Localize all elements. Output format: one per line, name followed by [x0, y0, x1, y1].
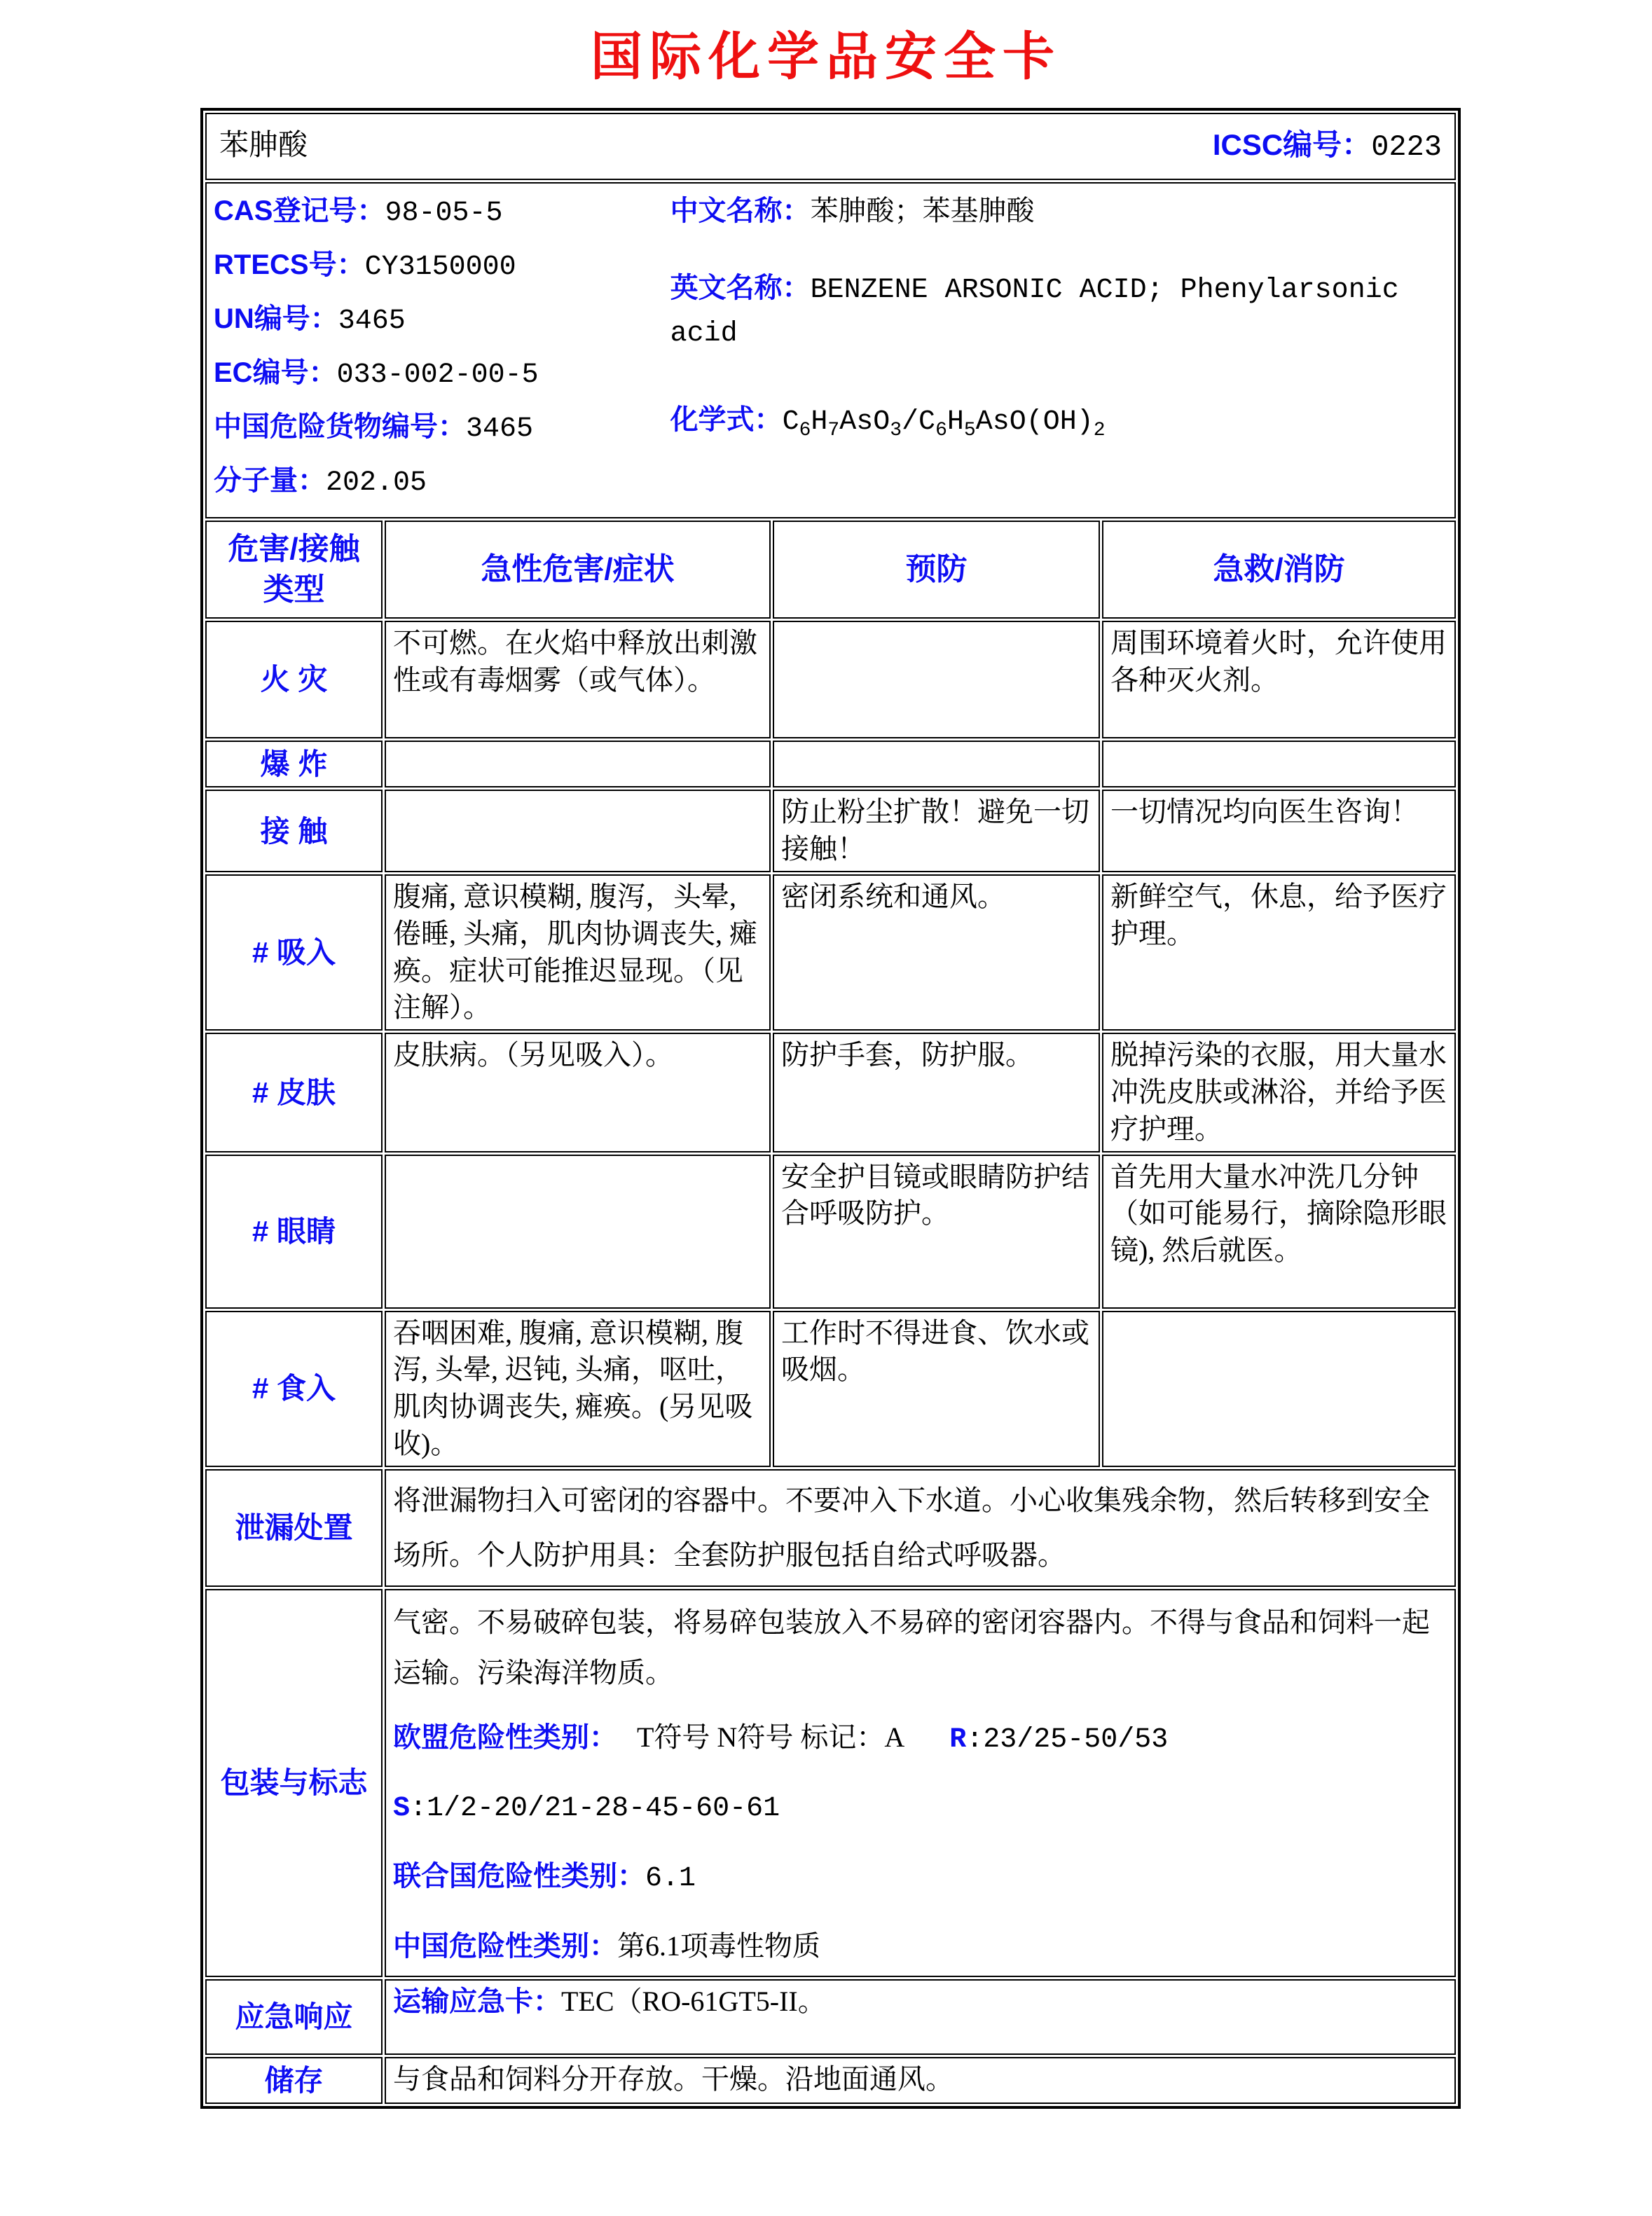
explosion-prevention [773, 741, 1100, 787]
un-number-value: 3465 [338, 305, 406, 337]
row-emergency-response [205, 1979, 1456, 2055]
fire-symptoms: 不可燃。在火焰中释放出刺激性或有毒烟雾（或气体）。 [385, 621, 771, 738]
page-title: 国际化学品安全卡 [591, 29, 1061, 86]
header-prevention: 预防 [773, 521, 1100, 619]
s-phrases-label: S [393, 1792, 411, 1824]
skin-symptoms: 皮肤病。（另见吸入）。 [385, 1033, 771, 1152]
eyes-prevention: 安全护目镜或眼睛防护结合呼吸防护。 [773, 1155, 1100, 1309]
rtecs-number-value: CY3150000 [364, 252, 516, 283]
eyes-symptoms [385, 1155, 771, 1309]
ingestion-prevention: 工作时不得进食、饮水或吸烟。 [773, 1311, 1100, 1467]
row-spill-disposal [205, 1469, 1456, 1587]
row-packaging-labelling [205, 1589, 1456, 1977]
english-name-label: 英文名称： [670, 273, 811, 303]
explosion-first-aid [1102, 741, 1456, 787]
icsc-number-label: ICSC编号： [1212, 128, 1372, 162]
row-explosion [205, 741, 1456, 787]
card-header-row [205, 113, 1456, 180]
cas-number-line [214, 191, 670, 234]
explosion-symptoms [385, 741, 771, 787]
skin-first-aid: 脱掉污染的衣服，用大量水冲洗皮肤或淋浴，并给予医疗护理。 [1102, 1033, 1456, 1152]
row-storage [205, 2057, 1456, 2104]
packaging-labelling-label: 包装与标志 [205, 1589, 383, 1977]
storage-label: 储存 [205, 2057, 383, 2104]
eyes-label: # 眼睛 [205, 1155, 383, 1309]
eu-hazard-class-line [393, 1712, 1447, 1766]
fire-first-aid: 周围环境着火时，允许使用各种灭火剂。 [1102, 621, 1456, 738]
china-hazard-class-value: 第6.1项毒性物质 [617, 1929, 820, 1962]
row-exposure [205, 790, 1456, 872]
ingestion-label: # 食入 [205, 1311, 383, 1467]
identification-columns [214, 186, 1447, 514]
header-first-aid: 急救/消防 [1102, 521, 1456, 619]
identification-left-column [214, 186, 670, 514]
rtecs-number-line [214, 245, 670, 288]
english-name-line [670, 268, 1447, 355]
un-hazard-class-label: 联合国危险性类别： [393, 1860, 645, 1892]
inhalation-symptoms: 腹痛, 意识模糊, 腹泻，头晕, 倦睡, 头痛，肌肉协调丧失, 瘫痪。症状可能推迟显现。（见注解）。 [385, 874, 771, 1031]
cas-number-label: CAS登记号： [214, 195, 385, 226]
eu-hazard-class-label: 欧盟危险性类别： [393, 1721, 617, 1753]
card-header-cell [205, 113, 1456, 180]
row-skin [205, 1033, 1456, 1152]
un-number-label: UN编号： [214, 303, 338, 334]
identification-row [205, 182, 1456, 518]
identification-cell [205, 182, 1456, 518]
fire-prevention [773, 621, 1100, 738]
un-number-line [214, 298, 670, 342]
ingestion-first-aid [1102, 1311, 1456, 1467]
chinese-name-value: 苯胂酸；苯基胂酸 [810, 195, 1035, 226]
header-acute-symptoms: 急性危害/症状 [385, 521, 771, 619]
r-phrases-value: :23/25-50/53 [966, 1723, 1169, 1756]
s-phrases-line [393, 1781, 1447, 1834]
storage-text: 与食品和饲料分开存放。干燥。沿地面通风。 [385, 2057, 1456, 2104]
packaging-text: 气密。不易破碎包装，将易碎包装放入不易碎的密闭容器内。不得与食品和饲料一起运输。污染海洋物质。 [393, 1606, 1430, 1688]
ec-number-line [214, 352, 670, 396]
molecular-weight-value: 202.05 [326, 467, 427, 499]
s-phrases-value: :1/2-20/21-28-45-60-61 [410, 1792, 780, 1824]
spill-disposal-label: 泄漏处置 [205, 1469, 383, 1587]
chinese-name-label: 中文名称： [670, 195, 811, 226]
china-cargo-number-line [214, 406, 670, 450]
inhalation-prevention: 密闭系统和通风。 [773, 874, 1100, 1031]
row-ingestion [205, 1311, 1456, 1467]
inhalation-first-aid: 新鲜空气，休息，给予医疗护理。 [1102, 874, 1456, 1031]
row-fire [205, 621, 1456, 738]
transport-emergency-card-label: 运输应急卡： [393, 1986, 561, 2017]
ec-number-value: 033-002-00-5 [336, 359, 539, 391]
exposure-prevention: 防止粉尘扩散！避免一切接触！ [773, 790, 1100, 872]
skin-prevention: 防护手套，防护服。 [773, 1033, 1100, 1152]
identification-right-column [670, 186, 1447, 514]
skin-label: # 皮肤 [205, 1033, 383, 1152]
china-hazard-class-line [393, 1921, 1447, 1971]
china-cargo-number-label: 中国危险货物编号： [214, 411, 466, 442]
transport-emergency-card-value: TEC（RO-61GT5-II。 [561, 1985, 826, 2017]
ec-number-label: EC编号： [214, 357, 337, 388]
emergency-response-cell [385, 1979, 1456, 2055]
eu-hazard-class-value: T符号 N符号 标记：A [637, 1721, 905, 1753]
card-header-strip [214, 125, 1447, 167]
hazard-header-row [205, 521, 1456, 619]
cas-number-value: 98-05-5 [385, 198, 503, 229]
packaging-labelling-cell [385, 1589, 1456, 1977]
icsc-number-group [1213, 125, 1442, 167]
header-hazard-type: 危害/接触 类型 [205, 521, 383, 619]
chemical-name: 苯胂酸 [219, 130, 308, 163]
row-inhalation [205, 874, 1456, 1031]
ingestion-symptoms: 吞咽困难, 腹痛, 意识模糊, 腹泻, 头晕, 迟钝, 头痛，呕吐，肌肉协调丧失, 瘫痪。(另见吸收)。 [385, 1311, 771, 1467]
un-hazard-class-line [393, 1851, 1447, 1904]
rtecs-number-label: RTECS号： [214, 249, 365, 280]
exposure-label: 接 触 [205, 790, 383, 872]
r-phrases-label: R [949, 1723, 967, 1756]
china-cargo-number-value: 3465 [466, 413, 534, 445]
china-hazard-class-label: 中国危险性类别： [393, 1930, 617, 1962]
fire-label: 火 灾 [205, 621, 383, 738]
emergency-response-label: 应急响应 [205, 1979, 383, 2055]
spill-disposal-text: 将泄漏物扫入可密闭的容器中。不要冲入下水道。小心收集残余物，然后转移到安全场所。个人防护用具：全套防护服包括自给式呼吸器。 [385, 1469, 1456, 1587]
molecular-weight-line [214, 460, 670, 504]
inhalation-label: # 吸入 [205, 874, 383, 1031]
chemical-formula-label: 化学式： [670, 404, 783, 435]
chemical-formula-line [670, 399, 1447, 446]
exposure-symptoms [385, 790, 771, 872]
chemical-formula-value: $C_6H_7AsO_3/C_6H_5AsO(OH)_2$ [782, 406, 1106, 441]
explosion-label: 爆 炸 [205, 741, 383, 787]
chinese-name-line [670, 191, 1447, 231]
icsc-number-value: 0223 [1371, 130, 1443, 165]
english-name-value: BENZENE ARSONIC ACID; Phenylarsonic acid [670, 275, 1399, 350]
un-hazard-class-value: 6.1 [645, 1862, 696, 1894]
safety-card-table [200, 108, 1461, 2109]
exposure-first-aid: 一切情况均向医生咨询！ [1102, 790, 1456, 872]
eyes-first-aid: 首先用大量水冲洗几分钟（如可能易行，摘除隐形眼镜), 然后就医。 [1102, 1155, 1456, 1309]
row-eyes [205, 1155, 1456, 1309]
molecular-weight-label: 分子量： [214, 465, 326, 496]
